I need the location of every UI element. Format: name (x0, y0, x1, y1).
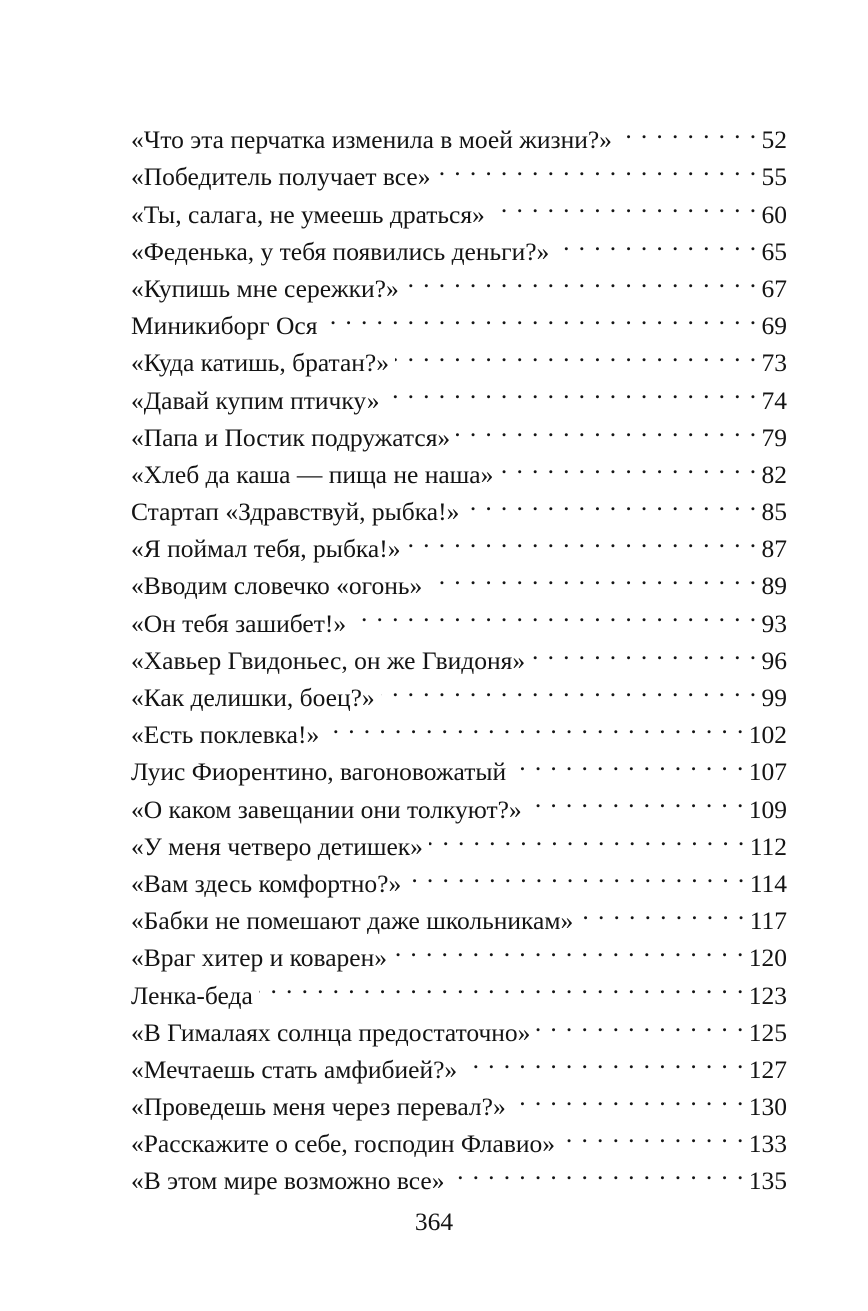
toc-entry-title: «Враг хитер и коварен» (131, 943, 387, 973)
toc-entry-title: «Бабки не помешают даже школьникам» (131, 906, 574, 936)
toc-entry-title: Миникиборг Ося (131, 311, 318, 341)
toc-entry-title: «Проведешь меня через перевал?» (131, 1092, 506, 1122)
toc-entry-page: 96 (761, 645, 787, 675)
dot-leader (406, 520, 757, 557)
dot-leader (531, 632, 757, 669)
toc-entry-title: «Есть поклевка!» (131, 720, 320, 750)
toc-entry-title: «Что эта перчатка изменила в моей жизни?» (131, 125, 612, 155)
toc-entry-page: 127 (748, 1054, 787, 1084)
toc-entry-page: 82 (761, 459, 787, 489)
toc-entry-page: 87 (761, 534, 787, 564)
toc-entry (131, 111, 787, 155)
toc-entry-page: 133 (748, 1129, 787, 1159)
dot-leader (323, 297, 757, 334)
toc-entry-page: 55 (761, 162, 787, 192)
dot-leader (395, 334, 758, 371)
toc-entry-page: 135 (748, 1166, 787, 1196)
toc-entry-title: «Он тебя зашибет!» (131, 608, 347, 638)
dot-leader (429, 818, 746, 855)
dot-leader (407, 855, 745, 892)
toc-entry-page: 130 (748, 1092, 787, 1122)
dot-leader (325, 706, 745, 743)
dot-leader (555, 223, 757, 260)
toc-entry-page: 73 (761, 348, 787, 378)
toc-entry-title: «В Гималаях солнца предостаточно» (131, 1017, 531, 1047)
toc-entry-page: 67 (761, 273, 787, 303)
toc-entry-page: 117 (749, 906, 787, 936)
dot-leader (512, 743, 745, 780)
toc-entry-page: 69 (761, 311, 787, 341)
dot-leader (528, 780, 745, 817)
toc-entry-title: Луис Фиорентино, вагоновожатый (131, 757, 507, 787)
toc-entry-title: «О каком завещании они толкуют?» (131, 794, 522, 824)
toc-entry-page: 107 (748, 757, 787, 787)
toc-entry-page: 125 (748, 1017, 787, 1047)
toc-entry-title: «Ты, салага, не умеешь драться» (131, 199, 485, 229)
toc-entry-page: 89 (761, 571, 787, 601)
toc-entry-title: «Вам здесь комфортно?» (131, 868, 402, 898)
dot-leader (512, 1078, 745, 1115)
toc-entry-page: 109 (748, 794, 787, 824)
toc-entry-title: «Хлеб да каша — пища не наша» (131, 459, 494, 489)
toc-entry-page: 120 (748, 943, 787, 973)
dot-leader (561, 1115, 745, 1152)
dot-leader (381, 669, 758, 706)
dot-leader (352, 594, 757, 631)
toc-entry-page: 85 (761, 497, 787, 527)
dot-leader (499, 446, 757, 483)
toc-entry-title: Стартап «Здравствуй, рыбка!» (131, 497, 460, 527)
toc-entry-title: «Расскажите о себе, господин Флавио» (131, 1129, 556, 1159)
toc-entry-page: 79 (761, 422, 787, 452)
dot-leader (259, 966, 745, 1003)
toc-entry-title: «Купишь мне сережки?» (131, 273, 399, 303)
toc-entry-title: Ленка-беда (131, 980, 253, 1010)
toc-entry-title: «Мечтаешь стать амфибией?» (131, 1054, 458, 1084)
toc-entry-page: 52 (761, 125, 787, 155)
toc-entry-title: «Как делишки, боец?» (131, 683, 375, 712)
toc-entry-title: «В этом мире возможно все» (131, 1166, 445, 1196)
dot-leader (428, 557, 757, 594)
toc-entry-page: 65 (761, 236, 787, 266)
toc-entry-title: «Хавьер Гвидоньес, он же Гвидоня» (131, 645, 526, 675)
toc-entry-title: «Вводим словечко «огонь» (131, 571, 423, 601)
toc-entry-title: «Победитель получает все» (131, 162, 431, 192)
dot-leader (405, 260, 758, 297)
dot-leader (386, 371, 758, 408)
dot-leader (450, 1152, 744, 1189)
toc-entry-title: «Я поймал тебя, рыбка!» (131, 534, 401, 564)
toc-entry-title: «Папа и Постик подружатся» (131, 422, 451, 452)
toc-entry-title: «Давай купим птичку» (131, 385, 380, 415)
toc-entry-page: 99 (761, 683, 787, 712)
dot-leader (436, 148, 757, 185)
toc-entry-title: «У меня четверо детишек» (131, 831, 423, 861)
toc-entry-page: 112 (749, 831, 787, 861)
dot-leader (618, 111, 758, 148)
toc-entry-page: 74 (761, 385, 787, 415)
dot-leader (491, 185, 758, 222)
toc-entry-page: 123 (748, 980, 787, 1010)
toc-entry-page: 102 (748, 720, 787, 750)
dot-leader (393, 929, 745, 966)
dot-leader (465, 483, 757, 520)
page-number: 364 (414, 1207, 454, 1236)
toc-entry-page: 60 (761, 199, 787, 229)
dot-leader (536, 1004, 744, 1041)
toc-entry-page: 93 (761, 608, 787, 638)
toc-entry-title: «Куда катишь, братан?» (131, 348, 389, 378)
dot-leader (463, 1041, 745, 1078)
toc-entry-title: «Феденька, у тебя появились деньги?» (131, 236, 550, 266)
dot-leader (579, 892, 745, 929)
table-of-contents (131, 111, 787, 1196)
dot-leader (456, 409, 757, 446)
toc-entry-page: 114 (749, 868, 787, 898)
